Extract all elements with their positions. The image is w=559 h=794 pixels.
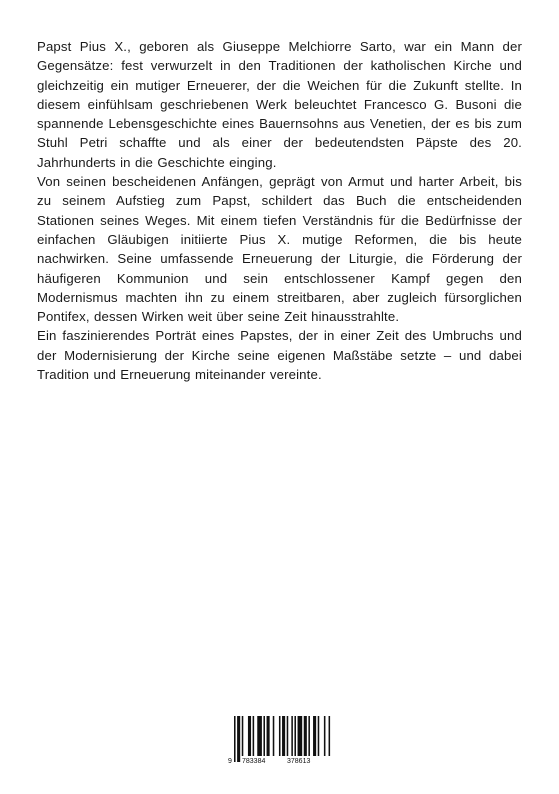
barcode-digits-left: 783384 (241, 756, 266, 768)
description-text (37, 37, 522, 384)
description-paragraph-1: Papst Pius X., geboren als Giuseppe Melchiorre Sarto, war ein Mann der Gegensätze: fest verwurzelt in den Traditionen der katholischen Kirche und gleichzeitig ein mutiger Erneuerer, der die Weichen für die Zukunft stellte. In diesem einfühlsam geschriebenen Werk beleuchtet Francesco G. Busoni die spannende Lebensgeschichte eines Bauernsohns aus Venetien, der es bis zum Stuhl Petri schaffte und als einer der bedeutendsten Päpste des 20. Jahrhunderts in die Geschichte einging. (37, 39, 522, 170)
barcode-digits (226, 756, 334, 768)
isbn-barcode (226, 716, 334, 768)
description-paragraph-3: Ein faszinierendes Porträt eines Papstes, der in einer Zeit des Umbruchs und der Modernisierung der Kirche seine eigenen Maßstäbe setzte – und dabei Tradition und Erneuerung miteinander vereinte. (37, 328, 522, 383)
barcode-digits-right: 378613 (286, 756, 311, 768)
description-paragraph-2: Von seinen bescheidenen Anfängen, geprägt von Armut und harter Arbeit, bis zu seinem Aufstieg zum Papst, schildert das Buch die entscheidenden Stationen seines Weges. Mit einem tiefen Verständnis für die Bedürfnisse der einfachen Gläubigen initiierte Pius X. mutige Reformen, die bis heute nachwirken. Seine umfassende Erneuerung der Liturgie, die Förderung der häufigeren Kommunion und sein entschlossener Kampf gegen den Modernismus machten ihn zu einem streitbaren, aber zugleich fürsorglichen Pontifex, dessen Wirken weit über seine Zeit hinausstrahlte. (37, 174, 522, 325)
barcode-digit-first: 9 (227, 756, 233, 768)
